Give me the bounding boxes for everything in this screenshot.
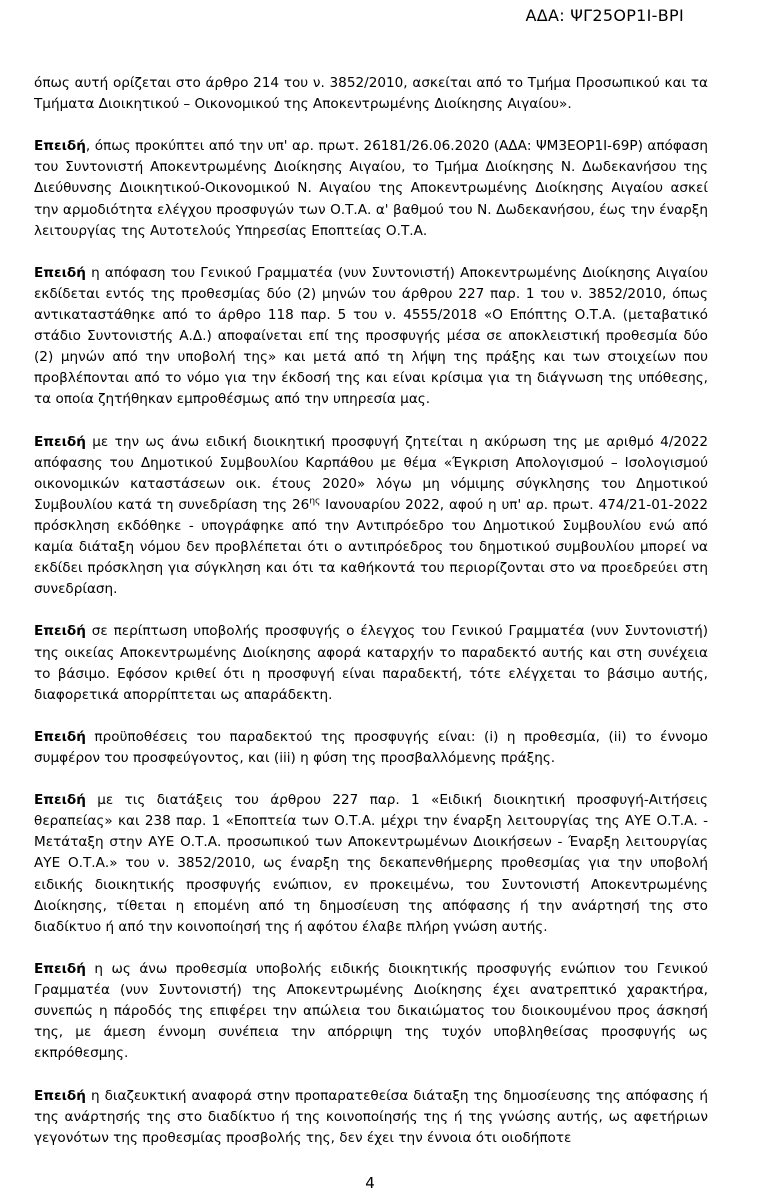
paragraph	[34, 1086, 708, 1149]
paragraph-keyword: Επειδή	[34, 623, 86, 640]
paragraph-text-continued: Ιανουαρίου 2022, αφού η υπ' αρ. πρωτ. 474/21-01-2022 πρόσκληση εκδόθηκε - υπογράφηκε από την Αντιπρόεδρο του Δημοτικού Συμβουλίου ενώ από καμία διάταξη νόμου δεν προβλέπεται ότι ο αντιπρόεδρος του δημοτικού συμβουλίου μπορεί να εκδίδει πρόσκληση για σύγκληση και ότι τα καθήκοντά του περιορίζονται στο να προεδρεύει στη συνεδρίαση.	[34, 496, 708, 598]
paragraph-keyword: Επειδή	[34, 1087, 86, 1104]
paragraph	[34, 727, 708, 769]
paragraph-text: όπως αυτή ορίζεται στο άρθρο 214 του ν. 3852/2010, ασκείται από το Τμήμα Προσωπικού και τα Τμήματα Διοικητικού – Οικονομικού της Αποκεντρωμένης Διοίκησης Αιγαίου».	[34, 75, 708, 113]
paragraph	[34, 263, 708, 411]
paragraph-text: η διαζευκτική αναφορά στην προπαρατεθείσα διάταξη της δημοσίευσης της απόφασης ή της ανάρτησής της στο διαδίκτυο ή της κοινοποίησής της ή της γνώσης αυτής, ως αφετήριων γεγονότων της προθεσμίας προσβολής της, δεν έχει την έννοια ότι οιοδήποτε	[34, 1087, 708, 1146]
paragraph	[34, 73, 708, 115]
paragraph-keyword: Επειδή	[34, 960, 86, 977]
paragraph-text: με τις διατάξεις του άρθρου 227 παρ. 1 «Ειδική διοικητική προσφυγή-Αιτήσεις θεραπείας» και 238 παρ. 1 «Εποπτεία των Ο.Τ.Α. μέχρι την έναρξη λειτουργίας της ΑΥΕ Ο.Τ.Α. - Μετάταξη στην ΑΥΕ Ο.Τ.Α. προσωπικού των Αποκεντρωμένων Διοικήσεων - Έναρξη λειτουργίας ΑΥΕ Ο.Τ.Α.» του ν. 3852/2010, ως έναρξη της δεκαπενθήμερης προθεσμίας για την υποβολή ειδικής διοικητικής προσφυγής ενώπιον, εν προκειμένω, του Συντονιστή Αποκεντρωμένης Διοίκησης, τίθεται η επομένη από τη δημοσίευση της απόφασης ή την ανάρτησή της στο διαδίκτυο ή από την κοινοποίησή της ή αφότου έλαβε πλήρη γνώση αυτής.	[34, 792, 708, 935]
paragraph-keyword: Επειδή	[34, 138, 86, 155]
paragraph	[34, 959, 708, 1064]
paragraph-text: προϋποθέσεις του παραδεκτού της προσφυγής είναι: (i) η προθεσμία, (ii) το έννομο συμφέρον του προσφεύγοντος, και (iii) η φύση της προσβαλλόμενης πράξης.	[34, 728, 708, 766]
paragraph-text: σε περίπτωση υποβολής προσφυγής ο έλεγχος του Γενικού Γραμματέα (νυν Συντονιστή) της οικείας Αποκεντρωμένης Διοίκησης αφορά καταρχήν το παραδεκτό αυτής και στη συνέχεια το βάσιμο. Εφόσον κριθεί ότι η προσφυγή είναι παραδεκτή, τότε ελέγχεται το βάσιμο αυτής, διαφορετικά απορρίπτεται ως απαράδεκτη.	[34, 623, 708, 703]
paragraph-keyword: Επειδή	[34, 264, 86, 281]
ada-code: ΑΔΑ: ΨΓ25ΟΡ1Ι-ΒΡΙ	[525, 6, 684, 25]
ordinal-superscript: ης	[309, 496, 321, 507]
paragraph	[34, 136, 708, 241]
paragraph-keyword: Επειδή	[34, 792, 86, 809]
paragraph-text: με την ως άνω ειδική διοικητική προσφυγή ζητείται η ακύρωση της με αριθμό 4/2022 απόφασης του Δημοτικού Συμβουλίου Καρπάθου με θέμα «Έγκριση Απολογισμού – Ισολογισμού οικονομικών καταστάσεων οικ. έτους 2020» λόγω μη νόμιμης σύγκλησης του Δημοτικού Συμβουλίου κατά τη συνεδρίαση της 26	[34, 433, 708, 513]
paragraph-keyword: Επειδή	[34, 433, 86, 450]
paragraph	[34, 432, 708, 601]
page-number: 4	[365, 1174, 375, 1192]
document-body	[34, 73, 708, 1170]
paragraph	[34, 621, 708, 705]
paragraph-text: η ως άνω προθεσμία υποβολής ειδικής διοικητικής προσφυγής ενώπιον του Γενικού Γραμματέα (νυν Συντονιστή) της Αποκεντρωμένης Διοίκησης έχει ανατρεπτικό χαρακτήρα, συνεπώς η πάροδός της επιφέρει την απώλεια του δικαιώματος του διοικουμένου προς άσκησή της, με άμεση έννομη συνέπεια την απόρριψη της τυχόν υποβληθείσας προσφυγής ως εκπρόθεσμης.	[34, 960, 708, 1062]
paragraph-keyword: Επειδή	[34, 728, 86, 745]
paragraph-text: , όπως προκύπτει από την υπ' αρ. πρωτ. 26181/26.06.2020 (ΑΔΑ: ΨΜ3ΕΟΡ1Ι-69Ρ) απόφαση του Συντονιστή Αποκεντρωμένης Διοίκησης Αιγαίου, το Τμήμα Διοίκησης Ν. Δωδεκανήσου της Διεύθυνσης Διοικητικού-Οικονομικού Ν. Αιγαίου της Αποκεντρωμένης Διοίκησης Αιγαίου ασκεί την αρμοδιότητα ελέγχου προσφυγών των Ο.Τ.Α. α' βαθμού του Ν. Δωδεκανήσου, έως την έναρξη λειτουργίας της Αυτοτελούς Υπηρεσίας Εποπτείας Ο.Τ.Α.	[34, 138, 708, 239]
paragraph-text: η απόφαση του Γενικού Γραμματέα (νυν Συντονιστή) Αποκεντρωμένης Διοίκησης Αιγαίου εκδίδεται εντός της προθεσμίας δύο (2) μηνών του άρθρου 227 παρ. 1 του ν. 3852/2010, όπως αντικαταστάθηκε από το άρθρο 118 παρ. 5 του ν. 4555/2018 «Ο Επόπτης Ο.Τ.Α. (μεταβατικό στάδιο Συντονιστής Α.Δ.) αποφαίνεται επί της προσφυγής μέσα σε αποκλειστική προθεσμία δύο (2) μηνών από την υποβολή της» και μετά από τη λήψη της πράξης και των στοιχείων που προβλέπονται από το νόμο για την έκδοσή της και είναι κρίσιμα για τη διάγνωση της υπόθεσης, τα οποία ζητήθηκαν εμπροθέσμως από την υπηρεσία μας.	[34, 264, 708, 408]
paragraph	[34, 790, 708, 938]
